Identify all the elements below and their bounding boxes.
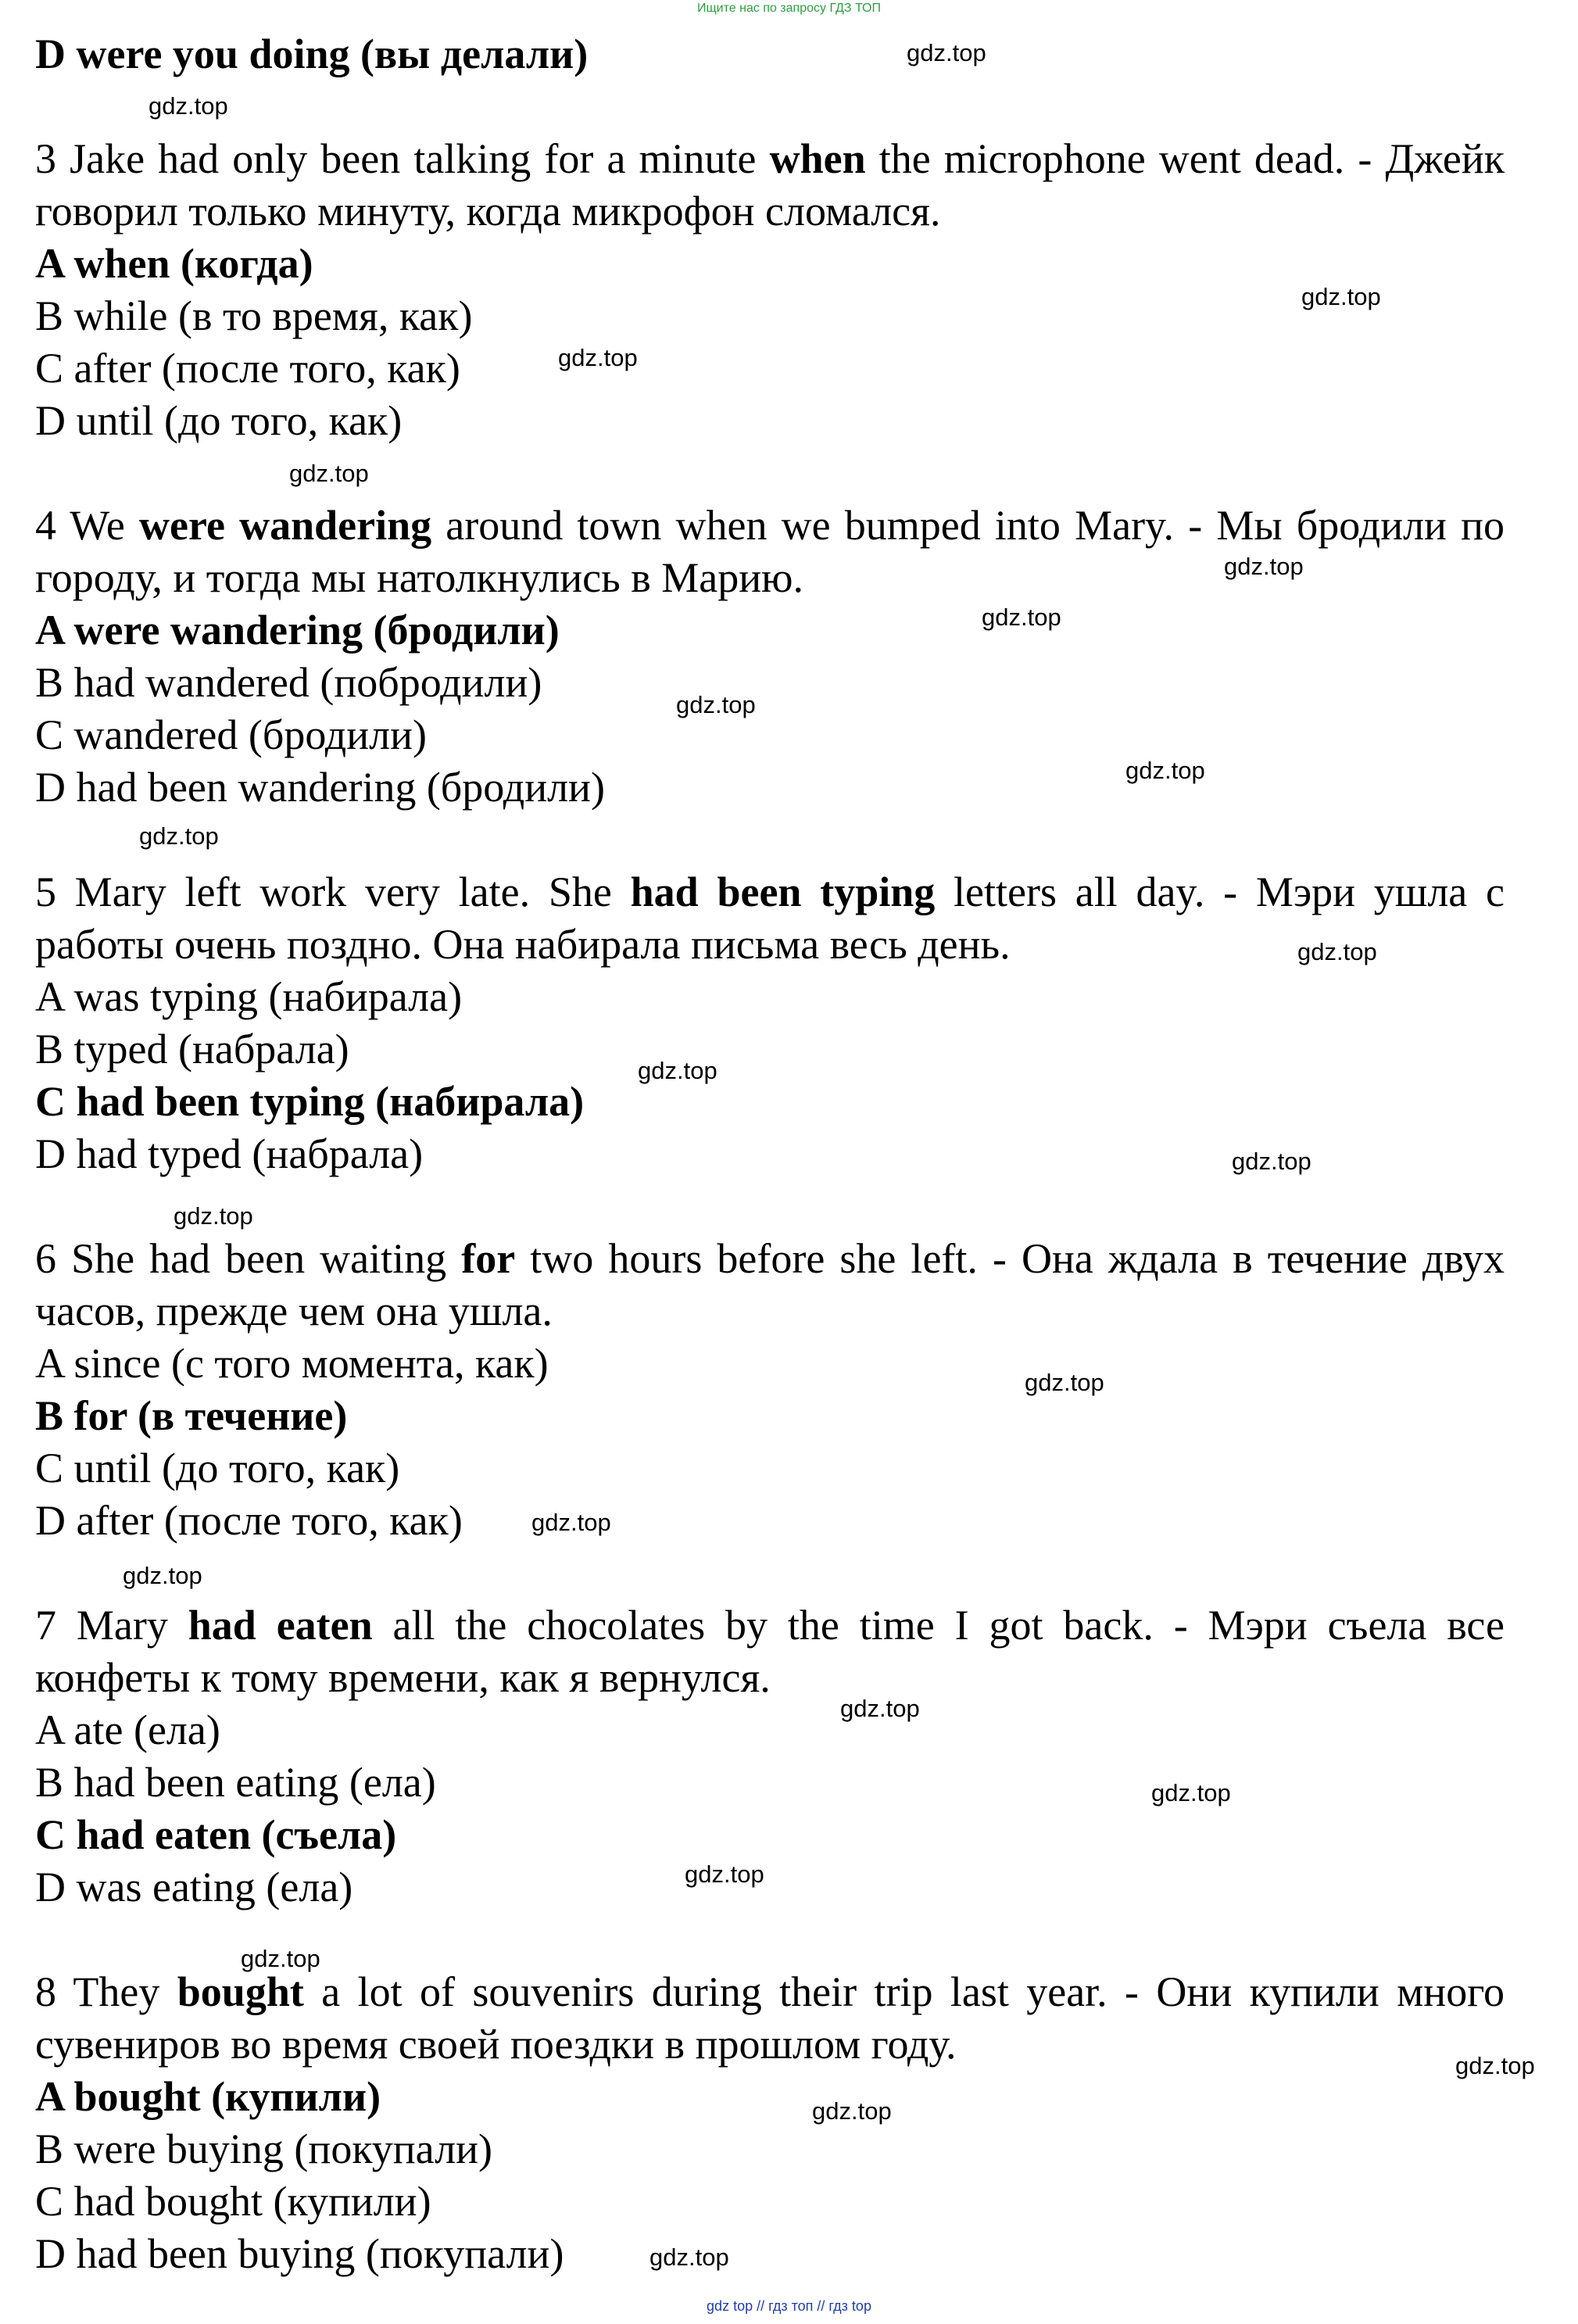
question-6 (35, 1233, 1505, 1547)
option-b: B had wandered (побродили) (35, 659, 542, 706)
question-text: 8 They bought a lot of souvenirs during their trip last year. - Они купили много сувениров во время своей поездки в прошлом году. (35, 1968, 1505, 2068)
option-a: A were wandering (бродили) (35, 607, 560, 654)
key-phrase: bought (177, 1968, 304, 2015)
question-7 (35, 1599, 1505, 1914)
option-c: C after (после того, как) (35, 345, 460, 392)
watermark: gdz.top (638, 1057, 717, 1084)
option-c: C had eaten (съела) (35, 1811, 397, 1858)
option-d-previous-question: D were you doing (вы делали) (35, 30, 589, 77)
spacer (35, 814, 1505, 866)
watermark: gdz.top (685, 1860, 764, 1888)
option-d: D was eating (ела) (35, 1864, 353, 1910)
key-phrase: had been typing (630, 868, 936, 915)
option-b: B typed (набрала) (35, 1026, 349, 1072)
option-a: A bought (купили) (35, 2073, 381, 2120)
option-c: C wandered (бродили) (35, 711, 428, 758)
option-c: C had bought (купили) (35, 2178, 431, 2225)
option-b: B while (в то время, как) (35, 292, 473, 339)
spacer (35, 1547, 1505, 1599)
watermark: gdz.top (1232, 1148, 1311, 1175)
watermark: gdz.top (139, 822, 219, 850)
watermark: gdz.top (840, 1695, 920, 1722)
option-a: A when (когда) (35, 240, 313, 287)
option-d: D until (до того, как) (35, 397, 403, 444)
watermark: gdz.top (907, 39, 986, 66)
spacer (35, 1180, 1505, 1233)
watermark: gdz.top (982, 603, 1061, 631)
question-4 (35, 500, 1505, 814)
watermark: gdz.top (123, 1562, 202, 1589)
option-d: D had typed (набрала) (35, 1130, 424, 1177)
question-3 (35, 133, 1505, 447)
bottom-banner: gdz top // гдз топ // гдз top (707, 2298, 871, 2314)
option-b: B had been eating (ела) (35, 1759, 436, 1806)
option-b: B were buying (покупали) (35, 2125, 492, 2172)
watermark: gdz.top (1455, 2052, 1535, 2079)
option-a: A was typing (набирала) (35, 973, 463, 1020)
question-5 (35, 866, 1505, 1180)
question-8 (35, 1966, 1505, 2280)
option-a: A ate (ела) (35, 1706, 220, 1753)
question-text: 3 Jake had only been talking for a minute when the microphone went dead. - Джейк говорил только минуту, когда микрофон сломался. (35, 135, 1505, 235)
key-phrase: for (461, 1235, 516, 1282)
watermark: gdz.top (812, 2097, 892, 2125)
option-b: B for (в течение) (35, 1392, 348, 1439)
watermark: gdz.top (1151, 1779, 1231, 1807)
watermark: gdz.top (289, 460, 369, 487)
watermark: gdz.top (148, 92, 228, 120)
watermark: gdz.top (1125, 757, 1205, 784)
option-a: A since (с того момента, как) (35, 1340, 549, 1387)
option-c: C until (до того, как) (35, 1445, 400, 1491)
spacer (35, 81, 1505, 133)
key-phrase: had eaten (188, 1602, 373, 1649)
watermark: gdz.top (531, 1509, 611, 1536)
top-banner: Ищите нас по запросу ГДЗ ТОП (697, 2, 881, 15)
question-text: 7 Mary had eaten all the chocolates by the time I got back. - Мэри съела все конфеты к тому времени, как я вернулся. (35, 1602, 1505, 1701)
key-phrase: were wandering (138, 502, 432, 549)
question-text: 4 We were wandering around town when we bumped into Mary. - Мы бродили по городу, и тогда мы натолкнулись в Марию. (35, 502, 1505, 601)
option-d: D had been buying (покупали) (35, 2230, 564, 2277)
key-phrase: when (769, 135, 866, 182)
watermark: gdz.top (676, 691, 756, 718)
watermark: gdz.top (1224, 553, 1304, 580)
option-d: D had been wandering (бродили) (35, 764, 605, 811)
question-text: 6 She had been waiting for two hours before she left. - Она ждала в течение двух часов, прежде чем она ушла. (35, 1235, 1505, 1334)
watermark: gdz.top (1025, 1369, 1104, 1396)
watermark: gdz.top (241, 1945, 320, 1972)
option-c: C had been typing (набирала) (35, 1078, 585, 1125)
question-text: 5 Mary left work very late. She had been typing letters all day. - Мэри ушла с работы очень поздно. Она набирала письма весь день. (35, 868, 1505, 968)
watermark: gdz.top (1301, 283, 1381, 310)
watermark: gdz.top (649, 2243, 729, 2271)
watermark: gdz.top (174, 1202, 253, 1230)
watermark: gdz.top (1297, 938, 1377, 965)
spacer (35, 447, 1505, 500)
option-d: D after (после того, как) (35, 1497, 463, 1544)
watermark: gdz.top (558, 344, 638, 371)
